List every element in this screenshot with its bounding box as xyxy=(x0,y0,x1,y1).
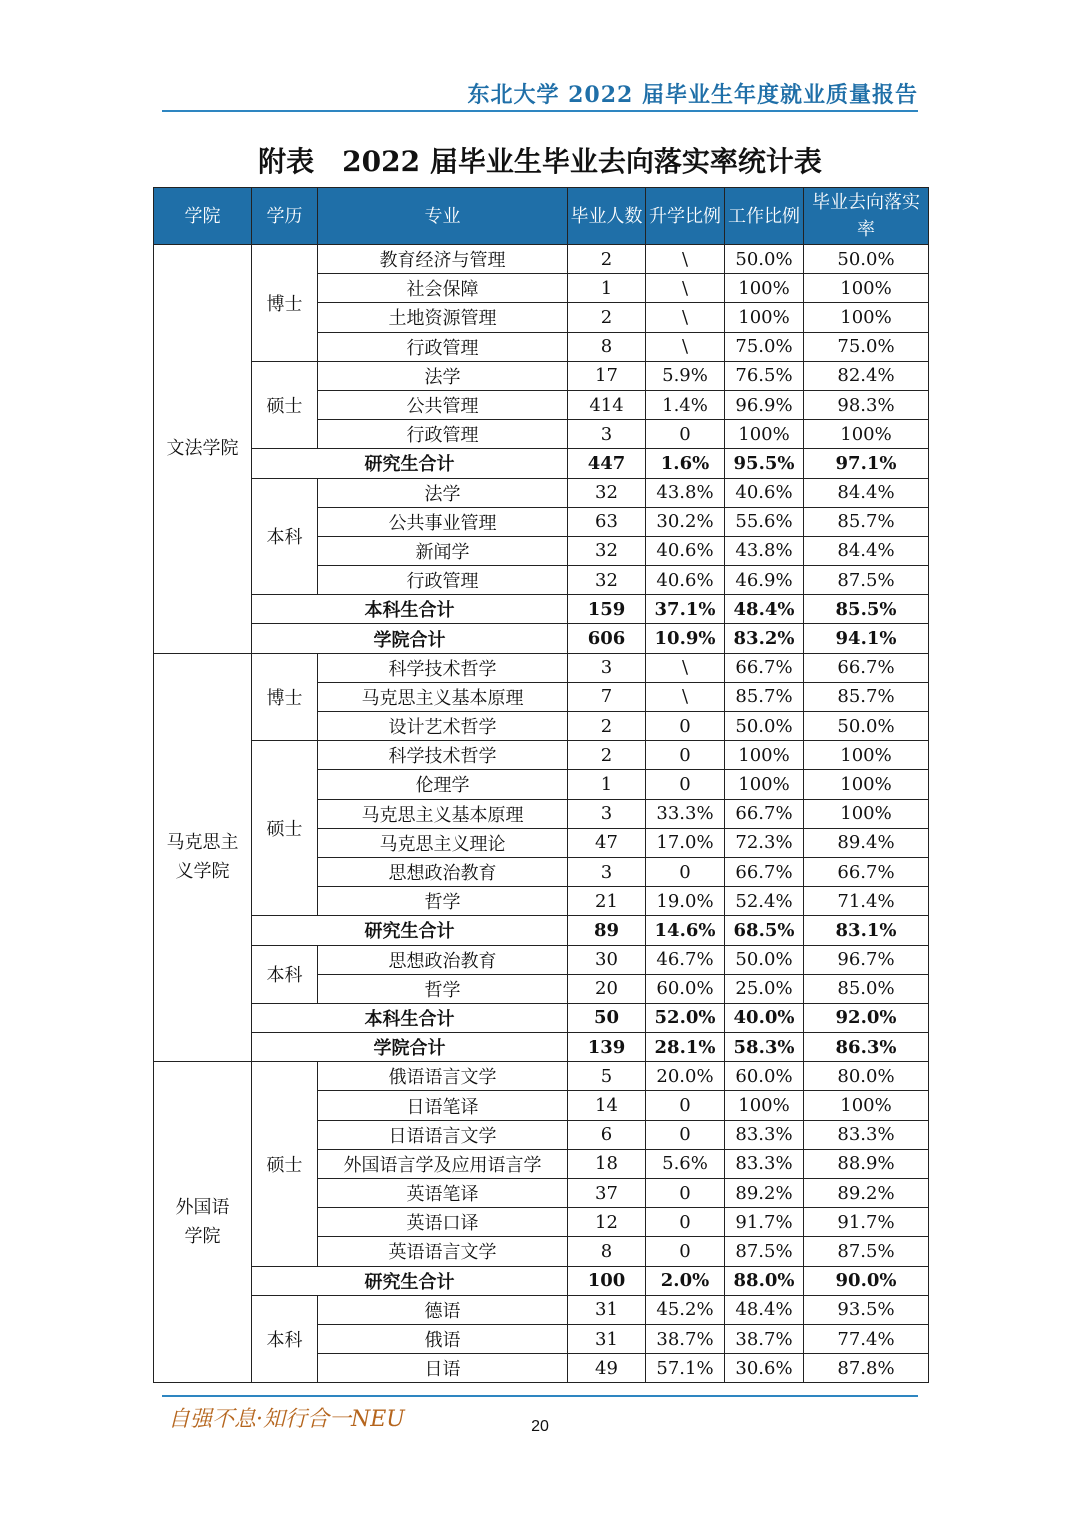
further-study-cell: 43.8% xyxy=(646,478,725,507)
graduates-cell: 3 xyxy=(568,420,646,449)
further-study-cell: \ xyxy=(646,274,725,303)
further-study-cell: \ xyxy=(646,303,725,332)
work-cell: 50.0% xyxy=(725,245,804,274)
major-cell: 思想政治教育 xyxy=(318,857,568,886)
degree-cell: 硕士 xyxy=(252,361,318,449)
graduates-cell: 32 xyxy=(568,536,646,565)
graduates-cell: 1 xyxy=(568,770,646,799)
further-study-cell: 20.0% xyxy=(646,1062,725,1091)
major-cell: 思想政治教育 xyxy=(318,945,568,974)
graduates-cell: 8 xyxy=(568,332,646,361)
placement-rate-cell: 89.2% xyxy=(804,1179,929,1208)
work-cell: 40.6% xyxy=(725,478,804,507)
placement-rate-cell: 93.5% xyxy=(804,1295,929,1324)
work-cell: 85.7% xyxy=(725,682,804,711)
graduates-cell: 37 xyxy=(568,1179,646,1208)
work-cell: 66.7% xyxy=(725,857,804,886)
graduates-cell: 31 xyxy=(568,1324,646,1353)
major-cell: 行政管理 xyxy=(318,420,568,449)
work-cell: 100% xyxy=(725,420,804,449)
college-total-row xyxy=(154,624,929,653)
placement-rate-cell: 97.1% xyxy=(804,449,929,478)
placement-rate-cell: 100% xyxy=(804,303,929,332)
placement-rate-cell: 100% xyxy=(804,274,929,303)
major-cell: 英语笔译 xyxy=(318,1179,568,1208)
employment-statistics-table xyxy=(153,187,929,1383)
further-study-cell: 37.1% xyxy=(646,595,725,624)
major-cell: 马克思主义基本原理 xyxy=(318,682,568,711)
graduates-cell: 18 xyxy=(568,1149,646,1178)
graduates-cell: 47 xyxy=(568,828,646,857)
placement-rate-cell: 100% xyxy=(804,741,929,770)
work-cell: 43.8% xyxy=(725,536,804,565)
work-cell: 30.6% xyxy=(725,1354,804,1383)
column-header-work: 工作比例 xyxy=(725,188,804,245)
major-cell: 俄语语言文学 xyxy=(318,1062,568,1091)
work-cell: 75.0% xyxy=(725,332,804,361)
work-cell: 50.0% xyxy=(725,945,804,974)
college-total-label: 学院合计 xyxy=(252,624,568,653)
work-cell: 83.3% xyxy=(725,1120,804,1149)
placement-rate-cell: 94.1% xyxy=(804,624,929,653)
work-cell: 52.4% xyxy=(725,887,804,916)
major-cell: 德语 xyxy=(318,1295,568,1324)
graduates-cell: 414 xyxy=(568,390,646,419)
work-cell: 100% xyxy=(725,770,804,799)
column-header-major: 专业 xyxy=(318,188,568,245)
subtotal-row xyxy=(154,1266,929,1295)
placement-rate-cell: 100% xyxy=(804,1091,929,1120)
major-cell: 日语笔译 xyxy=(318,1091,568,1120)
further-study-cell: \ xyxy=(646,682,725,711)
major-cell: 科学技术哲学 xyxy=(318,741,568,770)
college-total-label: 学院合计 xyxy=(252,1033,568,1062)
graduates-cell: 159 xyxy=(568,595,646,624)
work-cell: 48.4% xyxy=(725,595,804,624)
major-cell: 行政管理 xyxy=(318,332,568,361)
major-cell: 日语 xyxy=(318,1354,568,1383)
further-study-cell: 19.0% xyxy=(646,887,725,916)
placement-rate-cell: 100% xyxy=(804,420,929,449)
graduates-cell: 3 xyxy=(568,857,646,886)
graduates-cell: 6 xyxy=(568,1120,646,1149)
graduates-cell: 32 xyxy=(568,478,646,507)
graduates-cell: 8 xyxy=(568,1237,646,1266)
major-cell: 行政管理 xyxy=(318,566,568,595)
further-study-cell: 0 xyxy=(646,1208,725,1237)
further-study-cell: 45.2% xyxy=(646,1295,725,1324)
footer-divider xyxy=(162,1395,918,1397)
work-cell: 68.5% xyxy=(725,916,804,945)
work-cell: 91.7% xyxy=(725,1208,804,1237)
degree-cell: 博士 xyxy=(252,245,318,362)
major-cell: 哲学 xyxy=(318,974,568,1003)
college-total-row xyxy=(154,1033,929,1062)
placement-rate-cell: 91.7% xyxy=(804,1208,929,1237)
placement-rate-cell: 85.5% xyxy=(804,595,929,624)
placement-rate-cell: 87.8% xyxy=(804,1354,929,1383)
further-study-cell: 2.0% xyxy=(646,1266,725,1295)
graduates-cell: 447 xyxy=(568,449,646,478)
placement-rate-cell: 100% xyxy=(804,770,929,799)
placement-rate-cell: 82.4% xyxy=(804,361,929,390)
work-cell: 83.3% xyxy=(725,1149,804,1178)
subtotal-label: 研究生合计 xyxy=(252,1266,568,1295)
major-cell: 外国语言学及应用语言学 xyxy=(318,1149,568,1178)
work-cell: 96.9% xyxy=(725,390,804,419)
further-study-cell: 0 xyxy=(646,857,725,886)
major-cell: 教育经济与管理 xyxy=(318,245,568,274)
placement-rate-cell: 75.0% xyxy=(804,332,929,361)
placement-rate-cell: 80.0% xyxy=(804,1062,929,1091)
placement-rate-cell: 83.1% xyxy=(804,916,929,945)
table-row xyxy=(154,361,929,390)
further-study-cell: 0 xyxy=(646,741,725,770)
major-cell: 社会保障 xyxy=(318,274,568,303)
work-cell: 40.0% xyxy=(725,1003,804,1032)
graduates-cell: 30 xyxy=(568,945,646,974)
major-cell: 英语语言文学 xyxy=(318,1237,568,1266)
work-cell: 100% xyxy=(725,303,804,332)
page-number: 20 xyxy=(531,1418,549,1435)
placement-rate-cell: 96.7% xyxy=(804,945,929,974)
major-cell: 法学 xyxy=(318,361,568,390)
graduates-cell: 3 xyxy=(568,799,646,828)
placement-rate-cell: 92.0% xyxy=(804,1003,929,1032)
further-study-cell: 14.6% xyxy=(646,916,725,945)
degree-cell: 本科 xyxy=(252,478,318,595)
work-cell: 76.5% xyxy=(725,361,804,390)
college-cell xyxy=(154,653,252,1062)
placement-rate-cell: 84.4% xyxy=(804,478,929,507)
graduates-cell: 12 xyxy=(568,1208,646,1237)
placement-rate-cell: 87.5% xyxy=(804,566,929,595)
major-cell: 法学 xyxy=(318,478,568,507)
further-study-cell: 38.7% xyxy=(646,1324,725,1353)
subtotal-label: 研究生合计 xyxy=(252,449,568,478)
table-row xyxy=(154,1295,929,1324)
university-motto-logo: 自强不息·知行合一NEU xyxy=(168,1407,405,1432)
subtotal-label: 本科生合计 xyxy=(252,1003,568,1032)
table-row xyxy=(154,945,929,974)
graduates-cell: 89 xyxy=(568,916,646,945)
major-cell: 马克思主义理论 xyxy=(318,828,568,857)
table-row xyxy=(154,478,929,507)
work-cell: 58.3% xyxy=(725,1033,804,1062)
graduates-cell: 32 xyxy=(568,566,646,595)
further-study-cell: 0 xyxy=(646,770,725,799)
further-study-cell: 40.6% xyxy=(646,536,725,565)
graduates-cell: 606 xyxy=(568,624,646,653)
further-study-cell: 57.1% xyxy=(646,1354,725,1383)
further-study-cell: 0 xyxy=(646,712,725,741)
graduates-cell: 7 xyxy=(568,682,646,711)
major-cell: 俄语 xyxy=(318,1324,568,1353)
placement-rate-cell: 83.3% xyxy=(804,1120,929,1149)
major-cell: 公共事业管理 xyxy=(318,507,568,536)
major-cell: 日语语言文学 xyxy=(318,1120,568,1149)
report-header-title: 东北大学 2022 届毕业生年度就业质量报告 xyxy=(467,82,918,108)
placement-rate-cell: 77.4% xyxy=(804,1324,929,1353)
table-row xyxy=(154,245,929,274)
subtotal-label: 本科生合计 xyxy=(252,595,568,624)
placement-rate-cell: 85.0% xyxy=(804,974,929,1003)
placement-rate-cell: 87.5% xyxy=(804,1237,929,1266)
work-cell: 48.4% xyxy=(725,1295,804,1324)
table-row xyxy=(154,741,929,770)
further-study-cell: 5.9% xyxy=(646,361,725,390)
further-study-cell: 40.6% xyxy=(646,566,725,595)
placement-rate-cell: 84.4% xyxy=(804,536,929,565)
major-cell: 新闻学 xyxy=(318,536,568,565)
work-cell: 60.0% xyxy=(725,1062,804,1091)
major-cell: 哲学 xyxy=(318,887,568,916)
further-study-cell: 1.4% xyxy=(646,390,725,419)
degree-cell: 硕士 xyxy=(252,1062,318,1266)
further-study-cell: \ xyxy=(646,245,725,274)
further-study-cell: 0 xyxy=(646,420,725,449)
further-study-cell: 28.1% xyxy=(646,1033,725,1062)
subtotal-label: 研究生合计 xyxy=(252,916,568,945)
placement-rate-cell: 66.7% xyxy=(804,857,929,886)
work-cell: 88.0% xyxy=(725,1266,804,1295)
work-cell: 89.2% xyxy=(725,1179,804,1208)
graduates-cell: 50 xyxy=(568,1003,646,1032)
work-cell: 38.7% xyxy=(725,1324,804,1353)
college-name: 马克思主义学院 xyxy=(166,832,239,883)
degree-cell: 本科 xyxy=(252,945,318,1003)
major-cell: 伦理学 xyxy=(318,770,568,799)
major-cell: 公共管理 xyxy=(318,390,568,419)
work-cell: 100% xyxy=(725,741,804,770)
placement-rate-cell: 90.0% xyxy=(804,1266,929,1295)
graduates-cell: 2 xyxy=(568,741,646,770)
further-study-cell: 33.3% xyxy=(646,799,725,828)
placement-rate-cell: 89.4% xyxy=(804,828,929,857)
degree-cell: 博士 xyxy=(252,653,318,741)
column-header-degree: 学历 xyxy=(252,188,318,245)
degree-cell: 硕士 xyxy=(252,741,318,916)
further-study-cell: 1.6% xyxy=(646,449,725,478)
further-study-cell: \ xyxy=(646,332,725,361)
graduates-cell: 14 xyxy=(568,1091,646,1120)
further-study-cell: 0 xyxy=(646,1179,725,1208)
subtotal-row xyxy=(154,595,929,624)
further-study-cell: 5.6% xyxy=(646,1149,725,1178)
header-divider xyxy=(162,110,918,112)
work-cell: 25.0% xyxy=(725,974,804,1003)
graduates-cell: 20 xyxy=(568,974,646,1003)
table-header-row xyxy=(154,188,929,245)
graduates-cell: 49 xyxy=(568,1354,646,1383)
placement-rate-cell: 85.7% xyxy=(804,682,929,711)
work-cell: 55.6% xyxy=(725,507,804,536)
work-cell: 100% xyxy=(725,274,804,303)
subtotal-row xyxy=(154,1003,929,1032)
further-study-cell: 52.0% xyxy=(646,1003,725,1032)
graduates-cell: 139 xyxy=(568,1033,646,1062)
graduates-cell: 2 xyxy=(568,712,646,741)
placement-rate-cell: 50.0% xyxy=(804,245,929,274)
graduates-cell: 17 xyxy=(568,361,646,390)
graduates-cell: 100 xyxy=(568,1266,646,1295)
work-cell: 72.3% xyxy=(725,828,804,857)
placement-rate-cell: 85.7% xyxy=(804,507,929,536)
graduates-cell: 21 xyxy=(568,887,646,916)
college-cell: 文法学院 xyxy=(154,245,252,654)
further-study-cell: 10.9% xyxy=(646,624,725,653)
graduates-cell: 31 xyxy=(568,1295,646,1324)
table-row xyxy=(154,653,929,682)
work-cell: 66.7% xyxy=(725,653,804,682)
placement-rate-cell: 50.0% xyxy=(804,712,929,741)
graduates-cell: 2 xyxy=(568,245,646,274)
placement-rate-cell: 88.9% xyxy=(804,1149,929,1178)
further-study-cell: 17.0% xyxy=(646,828,725,857)
work-cell: 100% xyxy=(725,1091,804,1120)
major-cell: 英语口译 xyxy=(318,1208,568,1237)
work-cell: 50.0% xyxy=(725,712,804,741)
further-study-cell: 46.7% xyxy=(646,945,725,974)
column-header-placement-rate: 毕业去向落实率 xyxy=(804,188,929,245)
major-cell: 设计艺术哲学 xyxy=(318,712,568,741)
placement-rate-cell: 100% xyxy=(804,799,929,828)
major-cell: 马克思主义基本原理 xyxy=(318,799,568,828)
further-study-cell: \ xyxy=(646,653,725,682)
further-study-cell: 60.0% xyxy=(646,974,725,1003)
work-cell: 83.2% xyxy=(725,624,804,653)
subtotal-row xyxy=(154,916,929,945)
table-title: 附表 2022 届毕业生毕业去向落实率统计表 xyxy=(258,145,822,178)
placement-rate-cell: 98.3% xyxy=(804,390,929,419)
column-header-college: 学院 xyxy=(154,188,252,245)
graduates-cell: 2 xyxy=(568,303,646,332)
work-cell: 66.7% xyxy=(725,799,804,828)
major-cell: 科学技术哲学 xyxy=(318,653,568,682)
degree-cell: 本科 xyxy=(252,1295,318,1383)
placement-rate-cell: 86.3% xyxy=(804,1033,929,1062)
graduates-cell: 63 xyxy=(568,507,646,536)
college-cell xyxy=(154,1062,252,1383)
graduates-cell: 5 xyxy=(568,1062,646,1091)
work-cell: 46.9% xyxy=(725,566,804,595)
further-study-cell: 0 xyxy=(646,1120,725,1149)
graduates-cell: 3 xyxy=(568,653,646,682)
further-study-cell: 0 xyxy=(646,1237,725,1266)
column-header-further-study: 升学比例 xyxy=(646,188,725,245)
placement-rate-cell: 71.4% xyxy=(804,887,929,916)
subtotal-row xyxy=(154,449,929,478)
further-study-cell: 0 xyxy=(646,1091,725,1120)
table-row xyxy=(154,1062,929,1091)
graduates-cell: 1 xyxy=(568,274,646,303)
column-header-graduates: 毕业人数 xyxy=(568,188,646,245)
major-cell: 土地资源管理 xyxy=(318,303,568,332)
work-cell: 87.5% xyxy=(725,1237,804,1266)
work-cell: 95.5% xyxy=(725,449,804,478)
further-study-cell: 30.2% xyxy=(646,507,725,536)
college-name: 外国语学院 xyxy=(175,1197,230,1248)
placement-rate-cell: 66.7% xyxy=(804,653,929,682)
